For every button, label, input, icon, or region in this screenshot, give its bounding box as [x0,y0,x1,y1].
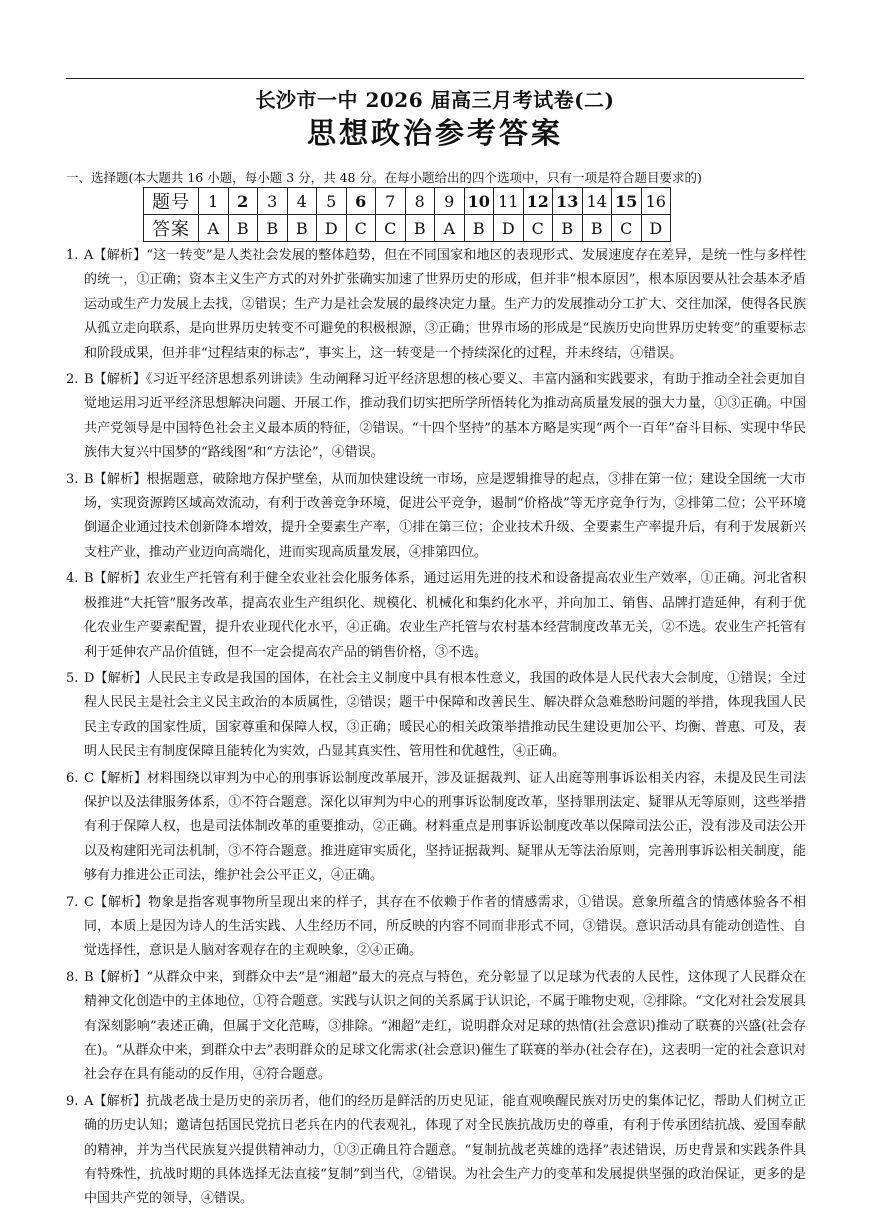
item-text: C【解析】物象是指客观事物所呈现出来的样子，其存在不依赖于作者的情感需求，①错误。意象所蕴含的情感体验各不相同，本质上是因为诗人的生活实践、人生经历不同，所反映的内容不同而非形式不同，③错误。意识活动具有能动创造性、自觉选择性，意识是人脑对客观存在的主观映象，②④正确。 [84,894,806,959]
explanation-item-5 [66,667,806,765]
item-text: B【解析】《习近平经济思想系列讲读》生动阐释习近平经济思想的核心要义、丰富内涵和实践要求，有助于推动全社会更加自觉地运用习近平经济思想解决问题、开展工作，推动我们切实把所学所悟转化为推动高质量发展的强大力量，①③正确。中国共产党领导是中国特色社会主义最本质的特征，②错误。“十四个坚持”的基本方略是实现“两个一百年”奋斗目标、实现中华民族伟大复兴中国梦的“路线图”和“方法论”，④错误。 [84,372,806,461]
answer-cell: C [523,215,553,242]
item-text: B【解析】农业生产托管有利于健全农业社会化服务体系，通过运用先进的技术和设备提高农业生产效率，①正确。河北省积极推进“大托管”服务改革，提高农业生产组织化、规模化、机械化和集约化水平，并向加工、销售、品牌打造延伸，有利于优化农业生产要素配置，提升农业现代化水平，④正确。农业生产托管与农村基本经营制度改革无关，②不选。农业生产托管有利于延伸农产品价值链，但不一定会提高农产品的销售价格，③不选。 [84,571,806,660]
answer-cell: D [317,215,347,242]
question-number: 13 [553,188,583,215]
number-row-label: 题号 [144,188,199,215]
answer-table-number-row [144,188,671,215]
item-number: 3. [66,471,79,487]
explanation-item-8 [66,966,806,1088]
item-number: 7. [66,894,79,910]
question-number: 1 [199,188,229,215]
item-number: 9. [66,1093,79,1109]
item-number: 8. [66,969,79,985]
answer-cell: A [435,215,465,242]
item-number: 4. [66,571,79,587]
answer-cell: C [612,215,642,242]
explanation-item-3 [66,468,806,566]
explanation-item-9 [66,1090,806,1212]
question-number: 16 [641,188,671,215]
answer-cell: A [199,215,229,242]
question-number: 11 [494,188,524,215]
answer-cell: B [553,215,583,242]
item-text: B【解析】根据题意，破除地方保护壁垒，从而加快建设统一市场，应是逻辑推导的起点，③排在第一位；建设全国统一大市场，实现资源跨区域高效流动，有利于改善竞争环境，促进公平竞争，遏制“价格战”等无序竞争行为，②排第二位；公平环境倒逼企业通过技术创新降本增效，提升全要素生产率，①排在第三位；企业技术升级、全要素生产率提升后，有利于发展新兴支柱产业，推动产业迈向高端化，进而实现高质量发展，④排第四位。 [84,471,806,560]
question-number: 7 [376,188,406,215]
item-number: 6. [66,770,79,786]
explanation-item-7 [66,891,806,964]
question-number: 6 [346,188,376,215]
item-text: A【解析】抗战老战士是历史的亲历者，他们的经历是鲜活的历史见证，能直观唤醒民族对历史的集体记忆，帮助人们树立正确的历史认知；邀请包括国民党抗日老兵在内的代表观礼，体现了对全民族抗战历史的尊重，有利于传承团结抗战、爱国奉献的精神，并为当代民族复兴提供精神动力，①③正确且符合题意。“复制抗战老英雄的选择”表述错误，历史背景和实践条件具有特殊性，抗战时期的具体选择无法直接“复制”到当代，②错误。为社会生产力的变革和发展提供坚强的政治保证，更多的是中国共产党的领导，④错误。 [84,1093,806,1207]
answer-cell: C [376,215,406,242]
question-number: 14 [582,188,612,215]
question-number: 15 [612,188,642,215]
question-number: 2 [228,188,258,215]
answer-cell: B [258,215,288,242]
question-number: 3 [258,188,288,215]
explanation-item-1 [66,244,806,366]
answer-cell: B [405,215,435,242]
answer-table [143,187,671,242]
item-text: C【解析】材料围绕以审判为中心的刑事诉讼制度改革展开，涉及证据裁判、证人出庭等刑事诉讼相关内容，未提及民生司法保护以及法律服务体系，①不符合题意。深化以审判为中心的刑事诉讼制度改革，坚持罪刑法定、疑罪从无等原则，这些举措有利于保障人权，也是司法体制改革的重要推动，②正确。材料重点是刑事诉讼制度改革以保障司法公正，没有涉及司法公开以及构建阳光司法机制，③不符合题意。推进庭审实质化，坚持证据裁判、疑罪从无等法治原则，完善刑事诉讼相关制度，能够有力推进公正司法，维护社会公平正义，④正确。 [84,770,806,884]
question-number: 12 [523,188,553,215]
school-title: 长沙市一中 2026 届高三月考试卷(二) [255,88,615,112]
section-instructions: 一、选择题(本大题共 16 小题，每小题 3 分，共 48 分。在每小题给出的四个选项中，只有一项是符合题目要求的) [66,170,702,185]
answer-table-answer-row [144,215,671,242]
explanation-item-6 [66,767,806,889]
answer-cell: B [582,215,612,242]
answer-cell: D [641,215,671,242]
question-number: 8 [405,188,435,215]
answer-cell: C [346,215,376,242]
header-rule [66,78,804,79]
question-number: 10 [464,188,494,215]
item-text: A【解析】“这一转变”是人类社会发展的整体趋势，但在不同国家和地区的表现形式、发展速度存在差异，是统一性与多样性的统一，①正确；资本主义生产方式的对外扩张确实加速了世界历史的形成，但并非“根本原因”，根本原因要从社会基本矛盾运动或生产力发展上去找，②错误；生产力是社会发展的最终决定力量。生产力的发展推动分工扩大、交往加深，使得各民族从孤立走向联系，是向世界历史转变不可避免的积极根源，③正确；世界市场的形成是“民族历史向世界历史转变”的重要标志和阶段成果，但并非“过程结束的标志”，事实上，这一转变是一个持续深化的过程，并未终结，④错误。 [84,248,806,361]
answer-row-label: 答案 [144,215,199,242]
item-number: 5. [66,670,79,686]
question-number: 9 [435,188,465,215]
question-number: 5 [317,188,347,215]
explanation-item-4 [66,567,806,665]
item-number: 2. [66,372,79,388]
answer-cell: B [464,215,494,242]
answer-cell: B [228,215,258,242]
answer-cell: D [494,215,524,242]
item-text: B【解析】“从群众中来，到群众中去”是“湘超”最大的亮点与特色，充分彰显了以足球为代表的人民性，这体现了人民群众在精神文化创造中的主体地位，①符合题意。实践与认识之间的关系属于认识论，不属于唯物史观，②排除。“文化对社会发展具有深刻影响”表述正确，但属于文化范畴，③排除。“湘超”走红，说明群众对足球的热情(社会意识)推动了联赛的兴盛(社会存在)。“从群众中来，到群众中去”表明群众的足球文化需求(社会意识)催生了联赛的举办(社会存在)，这表明一定的社会意识对社会存在具有能动的反作用，④符合题意。 [84,969,806,1083]
item-number: 1. [66,248,79,263]
item-text: D【解析】人民民主专政是我国的国体，在社会主义制度中具有根本性意义，我国的政体是人民代表大会制度，①错误；全过程人民民主是社会主义民主政治的本质属性，②错误；题干中保障和改善民生、解决群众急难愁盼问题的举措，体现我国人民民主专政的国家性质，国家尊重和保障人权，③正确；暖民心的相关政策举措推动民生建设更加公平、均衡、普惠、可及，表明人民民主有制度保障且能转化为实效，凸显其真实性、管用性和优越性，④正确。 [84,670,806,760]
answer-cell: B [287,215,317,242]
explanation-item-2 [66,368,806,466]
explanations-list [66,244,806,1214]
question-number: 4 [287,188,317,215]
subject-title: 思想政治参考答案 [306,116,563,150]
